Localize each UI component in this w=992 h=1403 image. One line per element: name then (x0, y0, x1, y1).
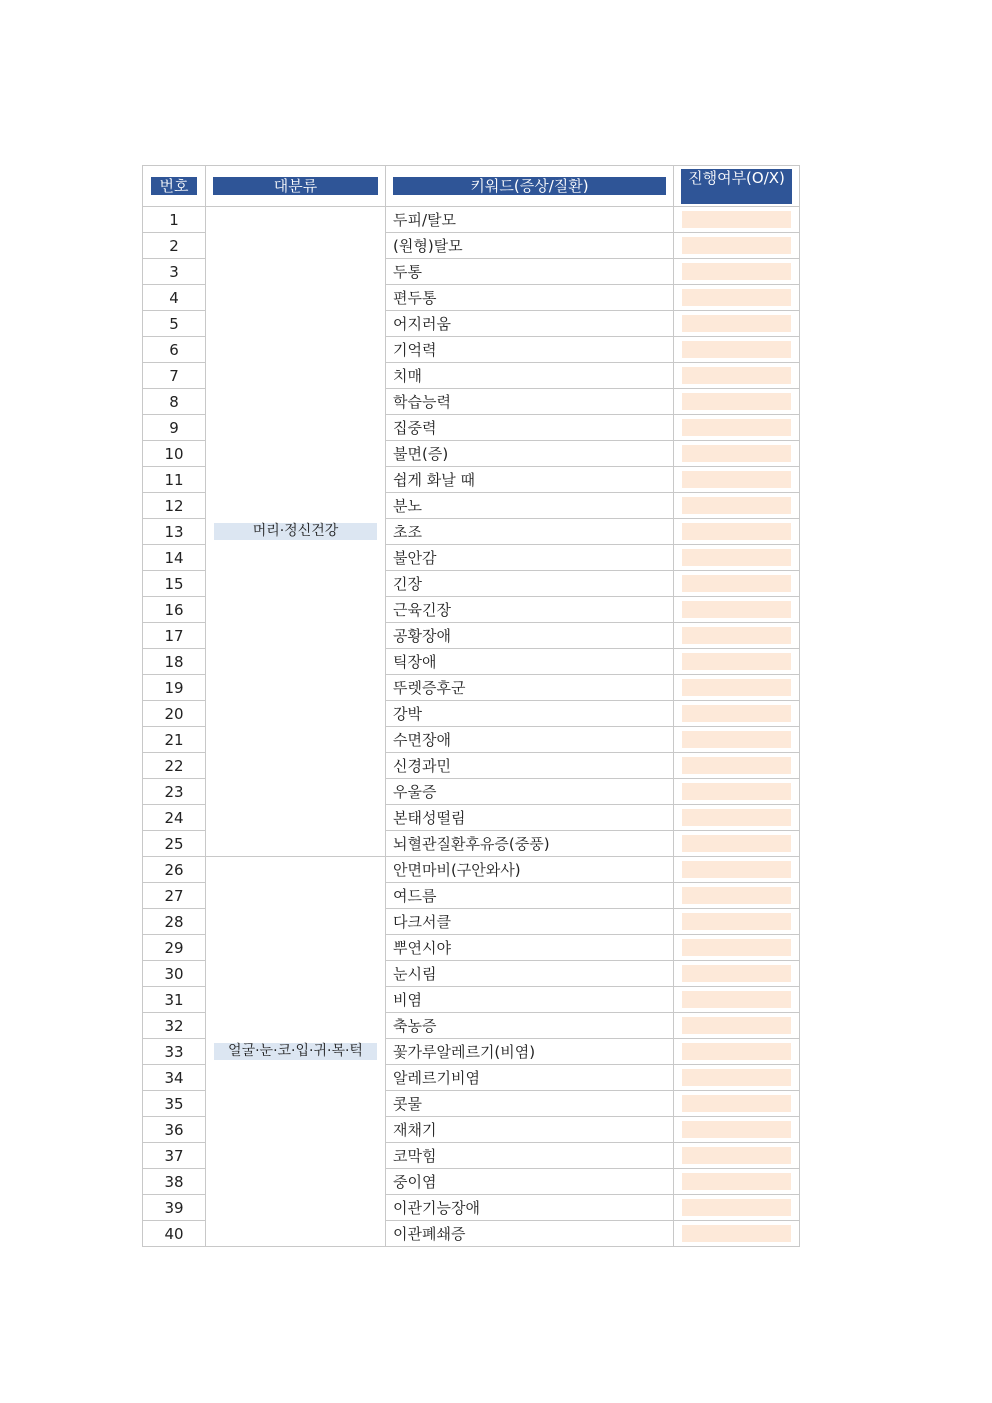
status-input[interactable] (682, 731, 791, 748)
status-cell (674, 779, 800, 805)
row-number: 23 (143, 779, 206, 805)
row-number: 35 (143, 1091, 206, 1117)
status-input[interactable] (682, 991, 791, 1008)
header-keyword-cell (386, 166, 674, 207)
status-cell (674, 545, 800, 571)
keyword-cell: 뚜렛증후군 (386, 675, 674, 701)
row-number: 22 (143, 753, 206, 779)
row-number: 33 (143, 1039, 206, 1065)
keyword-cell: 치매 (386, 363, 674, 389)
keyword-cell: 비염 (386, 987, 674, 1013)
status-input[interactable] (682, 835, 791, 852)
status-input[interactable] (682, 1017, 791, 1034)
row-number: 31 (143, 987, 206, 1013)
row-number: 37 (143, 1143, 206, 1169)
keyword-cell: 근육긴장 (386, 597, 674, 623)
row-number: 1 (143, 207, 206, 233)
status-input[interactable] (682, 289, 791, 306)
keyword-cell: 뿌연시야 (386, 935, 674, 961)
status-input[interactable] (682, 341, 791, 358)
status-cell (674, 883, 800, 909)
keyword-cell: 이관기능장애 (386, 1195, 674, 1221)
status-input[interactable] (682, 263, 791, 280)
status-cell (674, 1091, 800, 1117)
keyword-cell: 다크서클 (386, 909, 674, 935)
category-cell (206, 857, 386, 1247)
keyword-cell: 분노 (386, 493, 674, 519)
row-number: 7 (143, 363, 206, 389)
status-cell (674, 623, 800, 649)
row-number: 6 (143, 337, 206, 363)
row-number: 15 (143, 571, 206, 597)
row-number: 40 (143, 1221, 206, 1247)
status-cell (674, 701, 800, 727)
status-cell (674, 519, 800, 545)
keyword-cell: 불안감 (386, 545, 674, 571)
status-cell (674, 285, 800, 311)
status-cell (674, 1221, 800, 1247)
status-cell (674, 1195, 800, 1221)
status-input[interactable] (682, 1225, 791, 1242)
row-number: 9 (143, 415, 206, 441)
header-keyword: 키워드(증상/질환) (393, 177, 666, 195)
table-body (143, 207, 800, 1247)
keyword-cell: 꽃가루알레르기(비염) (386, 1039, 674, 1065)
keyword-cell: 기억력 (386, 337, 674, 363)
status-input[interactable] (682, 549, 791, 566)
keyword-cell: 알레르기비염 (386, 1065, 674, 1091)
status-input[interactable] (682, 1069, 791, 1086)
status-input[interactable] (682, 367, 791, 384)
status-cell (674, 805, 800, 831)
row-number: 29 (143, 935, 206, 961)
row-number: 39 (143, 1195, 206, 1221)
row-number: 17 (143, 623, 206, 649)
status-cell (674, 233, 800, 259)
row-number: 11 (143, 467, 206, 493)
keyword-cell: 두피/탈모 (386, 207, 674, 233)
status-cell (674, 363, 800, 389)
keyword-cell: 중이염 (386, 1169, 674, 1195)
keyword-cell: 두통 (386, 259, 674, 285)
keyword-table (142, 165, 800, 1247)
status-cell (674, 1065, 800, 1091)
keyword-cell: 본태성떨림 (386, 805, 674, 831)
status-cell (674, 675, 800, 701)
keyword-cell: 축농증 (386, 1013, 674, 1039)
status-cell (674, 1143, 800, 1169)
keyword-cell: 틱장애 (386, 649, 674, 675)
keyword-cell: 집중력 (386, 415, 674, 441)
status-cell (674, 909, 800, 935)
status-cell (674, 727, 800, 753)
status-input[interactable] (682, 939, 791, 956)
status-input[interactable] (682, 1095, 791, 1112)
status-input[interactable] (682, 237, 791, 254)
status-input[interactable] (682, 757, 791, 774)
header-number-cell (143, 166, 206, 207)
keyword-cell: 쉽게 화날 때 (386, 467, 674, 493)
status-cell (674, 259, 800, 285)
status-input[interactable] (682, 1121, 791, 1138)
table-row (143, 207, 800, 233)
status-input[interactable] (682, 679, 791, 696)
row-number: 14 (143, 545, 206, 571)
keyword-cell: 어지러움 (386, 311, 674, 337)
status-input[interactable] (682, 575, 791, 592)
row-number: 38 (143, 1169, 206, 1195)
status-input[interactable] (682, 861, 791, 878)
row-number: 5 (143, 311, 206, 337)
status-input[interactable] (682, 393, 791, 410)
status-cell (674, 1117, 800, 1143)
status-input[interactable] (682, 965, 791, 982)
status-cell (674, 415, 800, 441)
row-number: 36 (143, 1117, 206, 1143)
status-input[interactable] (682, 1147, 791, 1164)
status-cell (674, 207, 800, 233)
status-cell (674, 311, 800, 337)
status-input[interactable] (682, 211, 791, 228)
keyword-cell: (원형)탈모 (386, 233, 674, 259)
status-cell (674, 337, 800, 363)
row-number: 8 (143, 389, 206, 415)
status-input[interactable] (682, 1043, 791, 1060)
status-input[interactable] (682, 471, 791, 488)
status-input[interactable] (682, 627, 791, 644)
category-cell (206, 207, 386, 857)
keyword-cell: 초조 (386, 519, 674, 545)
row-number: 2 (143, 233, 206, 259)
keyword-cell: 뇌혈관질환후유증(중풍) (386, 831, 674, 857)
status-input[interactable] (682, 887, 791, 904)
row-number: 12 (143, 493, 206, 519)
keyword-cell: 긴장 (386, 571, 674, 597)
keyword-cell: 재채기 (386, 1117, 674, 1143)
row-number: 20 (143, 701, 206, 727)
status-input[interactable] (682, 419, 791, 436)
keyword-cell: 불면(증) (386, 441, 674, 467)
status-input[interactable] (682, 523, 791, 540)
status-cell (674, 389, 800, 415)
row-number: 27 (143, 883, 206, 909)
row-number: 3 (143, 259, 206, 285)
keyword-cell: 눈시림 (386, 961, 674, 987)
status-cell (674, 753, 800, 779)
status-input[interactable] (682, 809, 791, 826)
row-number: 10 (143, 441, 206, 467)
category-label: 얼굴·눈·코·입·귀·목·턱 (214, 1043, 377, 1060)
status-cell (674, 987, 800, 1013)
keyword-cell: 수면장애 (386, 727, 674, 753)
keyword-cell: 편두통 (386, 285, 674, 311)
status-input[interactable] (682, 783, 791, 800)
status-input[interactable] (682, 653, 791, 670)
row-number: 13 (143, 519, 206, 545)
status-cell (674, 597, 800, 623)
status-cell (674, 1013, 800, 1039)
status-input[interactable] (682, 1173, 791, 1190)
keyword-cell: 공황장애 (386, 623, 674, 649)
keyword-cell: 우울증 (386, 779, 674, 805)
status-input[interactable] (682, 1199, 791, 1216)
header-status: 진행여부(O/X) (681, 169, 792, 204)
category-label: 머리·정신건강 (214, 523, 377, 540)
keyword-cell: 콧물 (386, 1091, 674, 1117)
keyword-cell: 강박 (386, 701, 674, 727)
keyword-cell: 코막힘 (386, 1143, 674, 1169)
row-number: 26 (143, 857, 206, 883)
row-number: 21 (143, 727, 206, 753)
row-number: 16 (143, 597, 206, 623)
status-input[interactable] (682, 705, 791, 722)
status-input[interactable] (682, 913, 791, 930)
status-cell (674, 571, 800, 597)
row-number: 4 (143, 285, 206, 311)
status-cell (674, 493, 800, 519)
row-number: 28 (143, 909, 206, 935)
status-cell (674, 935, 800, 961)
status-cell (674, 1169, 800, 1195)
status-cell (674, 649, 800, 675)
status-input[interactable] (682, 315, 791, 332)
row-number: 34 (143, 1065, 206, 1091)
keyword-cell: 이관폐쇄증 (386, 1221, 674, 1247)
row-number: 24 (143, 805, 206, 831)
header-number: 번호 (151, 177, 197, 195)
symptom-keyword-sheet (142, 165, 799, 1247)
keyword-cell: 학습능력 (386, 389, 674, 415)
header-category: 대분류 (213, 177, 378, 195)
keyword-cell: 여드름 (386, 883, 674, 909)
table-row (143, 857, 800, 883)
status-cell (674, 961, 800, 987)
status-input[interactable] (682, 445, 791, 462)
status-cell (674, 1039, 800, 1065)
row-number: 30 (143, 961, 206, 987)
status-input[interactable] (682, 601, 791, 618)
row-number: 18 (143, 649, 206, 675)
header-status-cell (674, 166, 800, 207)
keyword-cell: 안면마비(구안와사) (386, 857, 674, 883)
status-cell (674, 831, 800, 857)
header-category-cell (206, 166, 386, 207)
status-cell (674, 467, 800, 493)
status-input[interactable] (682, 497, 791, 514)
status-cell (674, 857, 800, 883)
status-cell (674, 441, 800, 467)
keyword-cell: 신경과민 (386, 753, 674, 779)
row-number: 25 (143, 831, 206, 857)
header-row (143, 166, 800, 207)
row-number: 19 (143, 675, 206, 701)
row-number: 32 (143, 1013, 206, 1039)
